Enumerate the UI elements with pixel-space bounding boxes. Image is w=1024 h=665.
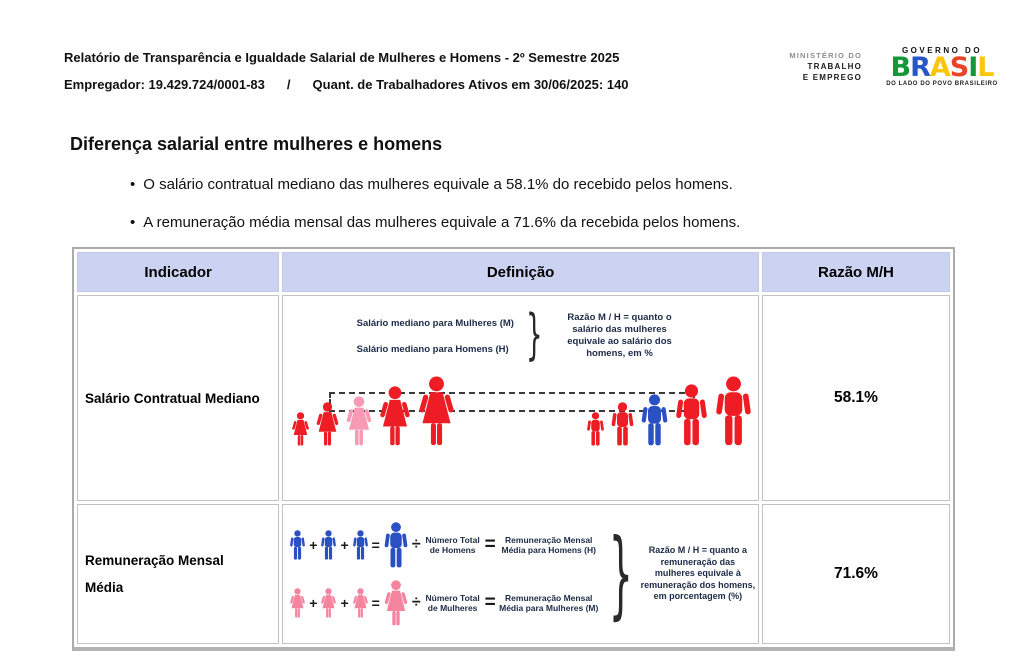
man-icon [640,394,669,446]
man-icon [383,522,409,568]
brasil-wordmark [876,52,1008,83]
bullet-median-salary [130,176,740,193]
men-figures-group [586,376,753,446]
ratio-value-median: 58.1% [762,295,950,501]
bullet-marker: • [130,214,136,231]
man-icon [586,412,605,446]
man-icon [352,530,369,560]
bullet-marker: • [130,176,136,193]
divisor-label: Número Total de Mulheres [425,593,480,613]
man-icon [289,530,306,560]
logo-tagline: DO LADO DO POVO BRASILEIRO [886,81,998,87]
brasil-letter: R [910,52,930,83]
ministry-line2: TRABALHO [807,62,862,71]
report-subtitle [64,77,629,92]
indicator-label-mean-line2: Média [85,580,124,595]
man-icon [714,376,753,446]
median-figures-area [285,368,756,448]
woman-icon [289,588,306,618]
woman-icon [320,588,337,618]
brasil-letter: A [929,52,950,83]
woman-icon [417,376,456,446]
divisor-label: Número Total de Homens [425,535,480,555]
indicator-label-median: Salário Contratual Mediano [77,295,279,501]
divide-operator: ÷ [411,594,421,611]
brace-glyph: } [608,519,633,629]
brace-glyph: } [525,304,543,368]
woman-icon [352,588,369,618]
woman-icon [378,386,412,446]
brasil-letter: B [890,52,911,83]
col-header-indicador: Indicador [77,252,279,292]
equals-operator: = [371,595,380,611]
woman-icon [383,580,409,626]
govbr-logo [789,46,1008,87]
brasil-letter: L [977,52,994,83]
brasil-logo [876,46,1008,87]
median-men-label: Salário mediano para Homens (H) [356,343,509,355]
ministry-line1: MINISTÉRIO DO [789,51,862,60]
equals-operator: = [484,534,495,555]
ministry-line3: E EMPREGO [802,73,862,82]
plus-operator: + [309,595,318,611]
table-row-mean-remuneration [77,504,950,644]
bullet-median-salary-text: O salário contratual mediano das mulheres equivale a 58.1% do recebido pelos homens. [143,176,733,193]
woman-icon [291,412,310,446]
summary-bullets [130,176,740,252]
report-header [64,50,629,92]
brasil-letter: S [949,52,969,83]
plus-operator: + [309,537,318,553]
equals-operator: = [484,592,495,613]
median-labels [357,318,514,355]
indicators-table [72,247,955,651]
col-header-razao-mh: Razão M/H [762,252,950,292]
mean-formulas [289,522,599,626]
section-title: Diferença salarial entre mulheres e homens [70,134,443,154]
ministry-label [789,50,862,83]
plus-operator: + [340,537,349,553]
bullet-mean-remuneration [130,214,740,231]
man-icon [610,402,635,446]
median-ratio-explanation: Razão M / H = quanto o salário das mulheres equivale ao salário dos homens, em % [567,312,672,359]
equals-operator: = [371,537,380,553]
definition-cell-mean [282,504,759,644]
employer-id: Empregador: 19.429.724/0001-83 [64,77,265,92]
man-icon [320,530,337,560]
active-workers-count: Quant. de Trabalhadores Ativos em 30/06/2025: 140 [312,77,629,92]
median-women-label: Salário mediano para Mulheres (M) [356,317,514,329]
mean-definition-diagram [285,519,756,629]
table-header-row [77,252,950,292]
result-label: Remuneração Mensal Média para Mulheres (M) [499,593,599,613]
indicator-label-mean-line1: Remuneração Mensal [85,553,224,568]
col-header-definicao: Definição [282,252,759,292]
governo-do-label: GOVERNO DO [901,46,983,55]
ratio-value-mean: 71.6% [762,504,950,644]
indicator-label-mean [77,504,279,644]
plus-operator: + [340,595,349,611]
result-label: Remuneração Mensal Média para Homens (H) [501,535,596,555]
brasil-letter: I [968,52,978,83]
bullet-mean-remuneration-text: A remuneração média mensal das mulheres equivale a 71.6% da recebida pelos homens. [143,214,741,231]
woman-icon [345,396,373,446]
table-row-median-salary [77,295,950,501]
women-figures-group [291,376,456,446]
formula-row [289,522,599,568]
report-title: Relatório de Transparência e Igualdade Salarial de Mulheres e Homens - 2º Semestre 2025 [64,50,620,65]
woman-icon [315,402,340,446]
formula-row [289,580,599,626]
median-definition-text [285,304,756,368]
divide-operator: ÷ [411,536,421,553]
definition-cell-median [282,295,759,501]
mean-ratio-explanation: Razão M / H = quanto a remuneração das mulheres equivale à remuneração dos homens, em porcentagem (%) [640,545,756,602]
separator-slash: / [286,77,291,92]
man-icon [674,384,709,446]
